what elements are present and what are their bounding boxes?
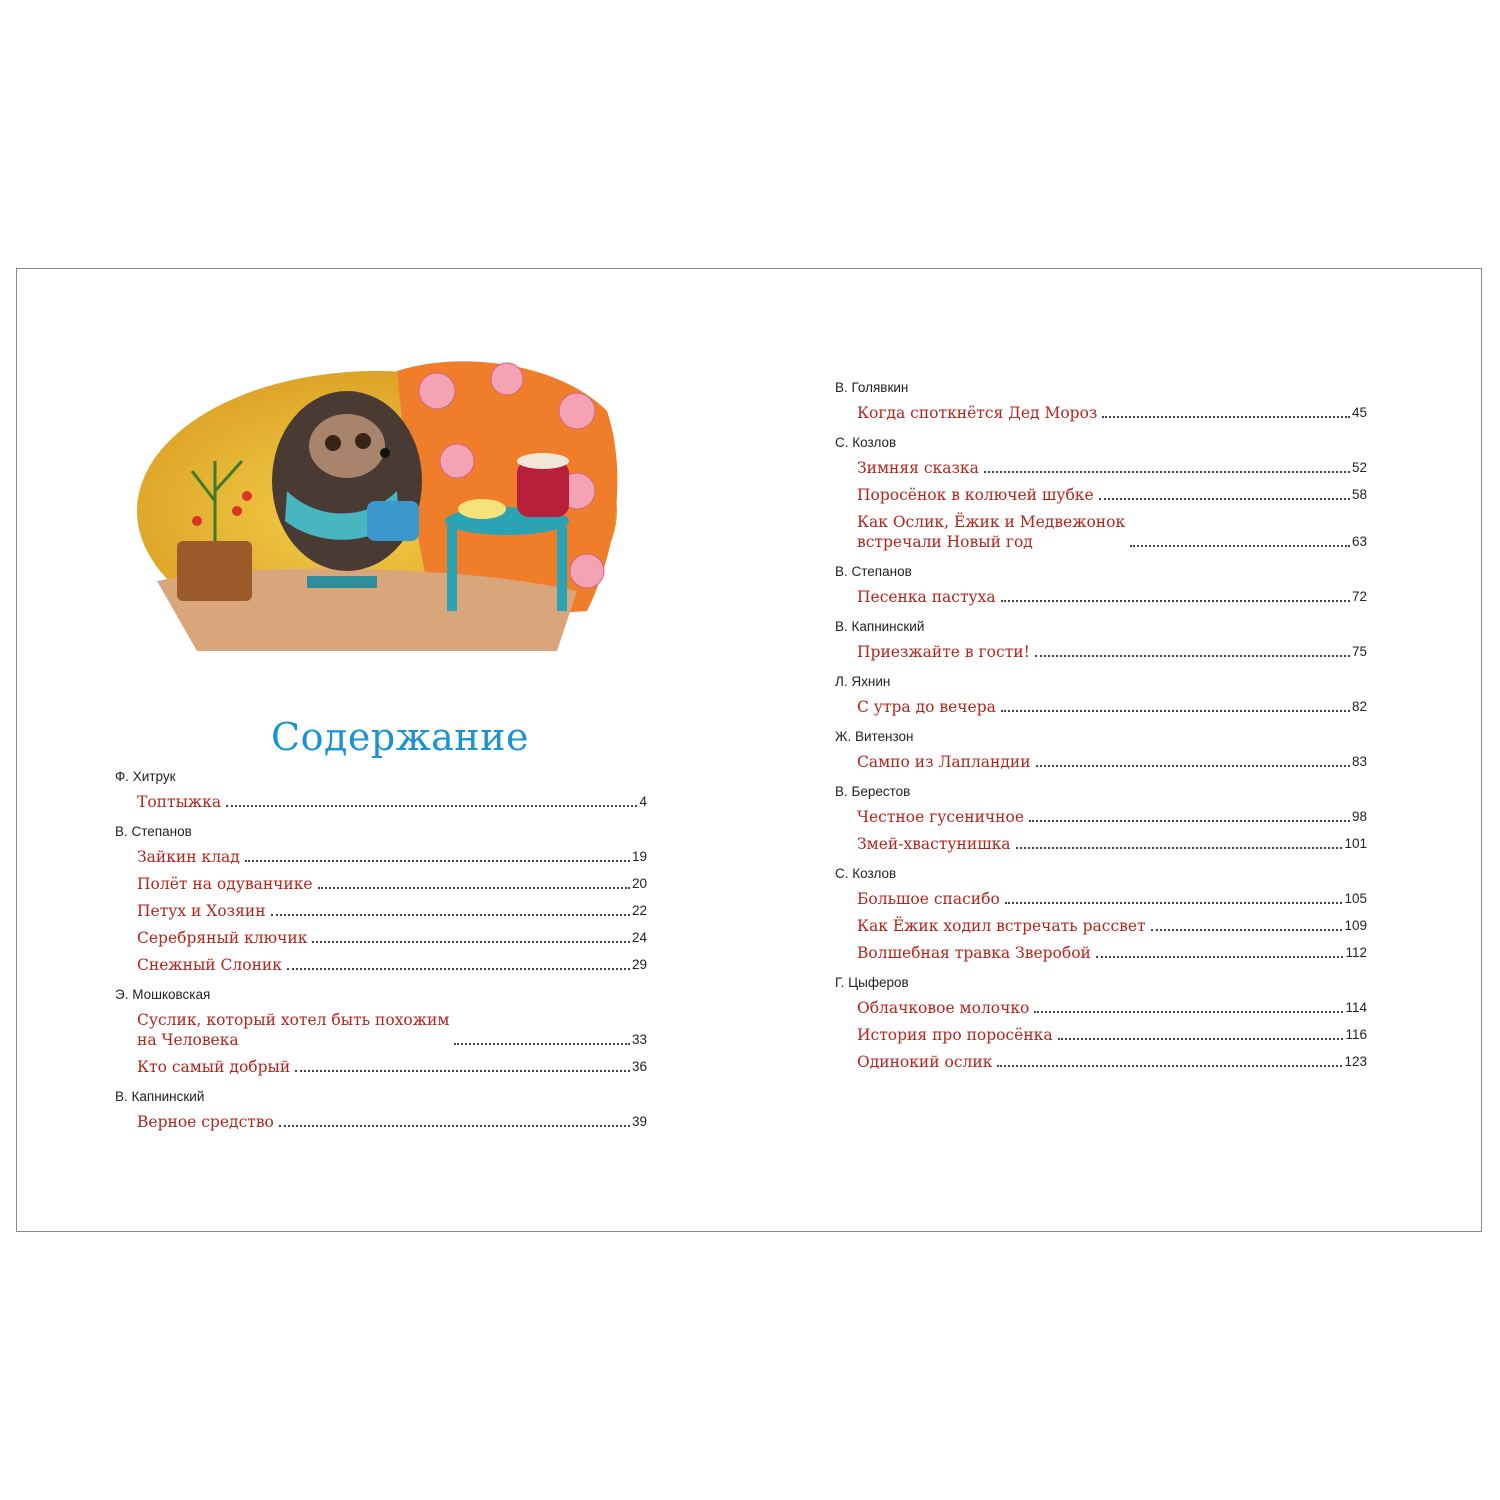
story-title: Полёт на одуванчике — [137, 874, 316, 894]
jam-jar-icon — [517, 461, 569, 517]
toc-group — [835, 434, 1367, 552]
toc-entry[interactable] — [857, 642, 1367, 662]
author-name: Э. Мошковская — [115, 987, 211, 1002]
story-title: Как Ёжик ходил встречать рассвет — [857, 916, 1149, 936]
story-title: Снежный Слоник — [137, 955, 285, 975]
toc-entry[interactable] — [857, 943, 1367, 963]
hedgehog-eye — [325, 435, 341, 451]
toc-entry[interactable] — [137, 901, 647, 921]
author-name: Ж. Витензон — [835, 729, 914, 744]
story-title: Большое спасибо — [857, 889, 1003, 909]
story-title: Волшебная травка Зверобой — [857, 943, 1094, 963]
page-number: 72 — [1351, 589, 1367, 604]
toc-entry[interactable] — [857, 1025, 1367, 1045]
author-name: В. Капнинский — [835, 619, 925, 634]
story-title: Верное средство — [137, 1112, 277, 1132]
page-number: 29 — [631, 957, 647, 972]
page-number: 58 — [1351, 487, 1367, 502]
story-title: Приезжайте в гости! — [857, 642, 1033, 662]
author-name: Л. Яхнин — [835, 674, 891, 689]
lemon-slices — [458, 499, 506, 519]
story-title: Песенка пастуха — [857, 587, 999, 607]
page-number: 20 — [631, 876, 647, 891]
toc-group — [115, 768, 647, 812]
page-number: 22 — [631, 903, 647, 918]
book-spread — [16, 268, 1482, 1232]
toc-entry[interactable] — [857, 807, 1367, 827]
toc-group — [835, 865, 1367, 963]
page-number: 45 — [1351, 405, 1367, 420]
story-title: Одинокий ослик — [857, 1052, 995, 1072]
toc-group — [835, 673, 1367, 717]
toc-column-right — [835, 379, 1367, 1072]
page-number: 101 — [1344, 836, 1367, 851]
story-title: Змей-хвастунишка — [857, 834, 1014, 854]
toc-group — [835, 379, 1367, 423]
hedgehog-eye — [355, 433, 371, 449]
toc-entry[interactable] — [857, 1052, 1367, 1072]
toc-group — [835, 618, 1367, 662]
author-name: В. Степанов — [835, 564, 912, 579]
story-title: Суслик, который хотел быть похожим на Человека — [137, 1010, 452, 1050]
toc-group — [835, 974, 1367, 1072]
author-name: С. Козлов — [835, 435, 897, 450]
author-name: В. Голявкин — [835, 380, 909, 395]
hedgehog-face — [309, 414, 385, 478]
story-title: Сампо из Лапландии — [857, 752, 1034, 772]
author-name: В. Капнинский — [115, 1089, 205, 1104]
story-title: Топтыжка — [137, 792, 224, 812]
toc-entry[interactable] — [857, 485, 1367, 505]
toc-group — [835, 728, 1367, 772]
page-number: 123 — [1344, 1054, 1367, 1069]
toc-entry[interactable] — [137, 1112, 647, 1132]
story-title: Поросёнок в колючей шубке — [857, 485, 1097, 505]
page-number: 83 — [1351, 754, 1367, 769]
page-number: 116 — [1345, 1027, 1367, 1042]
page-number: 105 — [1344, 891, 1367, 906]
toc-column-left — [115, 768, 647, 1132]
cup-icon — [367, 501, 419, 541]
author-name: В. Берестов — [835, 784, 911, 799]
story-title: Кто самый добрый — [137, 1057, 293, 1077]
page-number: 112 — [1345, 945, 1367, 960]
toc-group — [835, 563, 1367, 607]
author-name: С. Козлов — [835, 866, 897, 881]
page-number: 82 — [1351, 699, 1367, 714]
author-name: Г. Цыферов — [835, 975, 909, 990]
page-number: 4 — [639, 794, 647, 809]
story-title: Зайкин клад — [137, 847, 243, 867]
author-name: В. Степанов — [115, 824, 192, 839]
toc-entry[interactable] — [137, 955, 647, 975]
page-number: 36 — [631, 1059, 647, 1074]
story-title: Серебряный ключик — [137, 928, 310, 948]
toc-entry[interactable] — [857, 834, 1367, 854]
page-number: 114 — [1345, 1000, 1367, 1015]
toc-entry[interactable] — [857, 458, 1367, 478]
toc-entry[interactable] — [137, 928, 647, 948]
toc-group — [115, 823, 647, 975]
page-number: 98 — [1351, 809, 1367, 824]
small-stool — [307, 576, 377, 588]
hedgehog-illustration — [137, 351, 621, 651]
story-title: Когда споткнётся Дед Мороз — [857, 403, 1100, 423]
flower-pot — [177, 541, 252, 601]
toc-entry[interactable] — [857, 916, 1367, 936]
page-number: 19 — [631, 849, 647, 864]
toc-entry[interactable] — [137, 847, 647, 867]
page-number: 39 — [631, 1114, 647, 1129]
story-title: Как Ослик, Ёжик и Медвежонок встречали Новый год — [857, 512, 1128, 552]
page-number: 63 — [1351, 534, 1367, 549]
story-title: История про поросёнка — [857, 1025, 1056, 1045]
story-title: Зимняя сказка — [857, 458, 982, 478]
toc-entry[interactable] — [857, 889, 1367, 909]
toc-entry[interactable] — [137, 792, 647, 812]
page-number: 75 — [1351, 644, 1367, 659]
toc-group — [115, 1088, 647, 1132]
toc-entry[interactable] — [857, 587, 1367, 607]
page-number: 109 — [1344, 918, 1367, 933]
toc-entry[interactable] — [857, 512, 1367, 552]
toc-entry[interactable] — [137, 1057, 647, 1077]
toc-entry[interactable] — [857, 998, 1367, 1018]
toc-group — [835, 783, 1367, 854]
page-title: Содержание — [271, 715, 529, 759]
toc-entry[interactable] — [857, 403, 1367, 423]
story-title: С утра до вечера — [857, 697, 999, 717]
toc-group — [115, 986, 647, 1077]
hedgehog-nose — [380, 448, 390, 458]
author-name: Ф. Хитрук — [115, 769, 176, 784]
page-number: 24 — [631, 930, 647, 945]
toc-entry[interactable] — [857, 752, 1367, 772]
story-title: Облачковое молочко — [857, 998, 1032, 1018]
story-title: Честное гусеничное — [857, 807, 1027, 827]
toc-entry[interactable] — [857, 697, 1367, 717]
page-number: 52 — [1351, 460, 1367, 475]
toc-entry[interactable] — [137, 1010, 647, 1050]
story-title: Петух и Хозяин — [137, 901, 269, 921]
toc-entry[interactable] — [137, 874, 647, 894]
page-number: 33 — [631, 1032, 647, 1047]
